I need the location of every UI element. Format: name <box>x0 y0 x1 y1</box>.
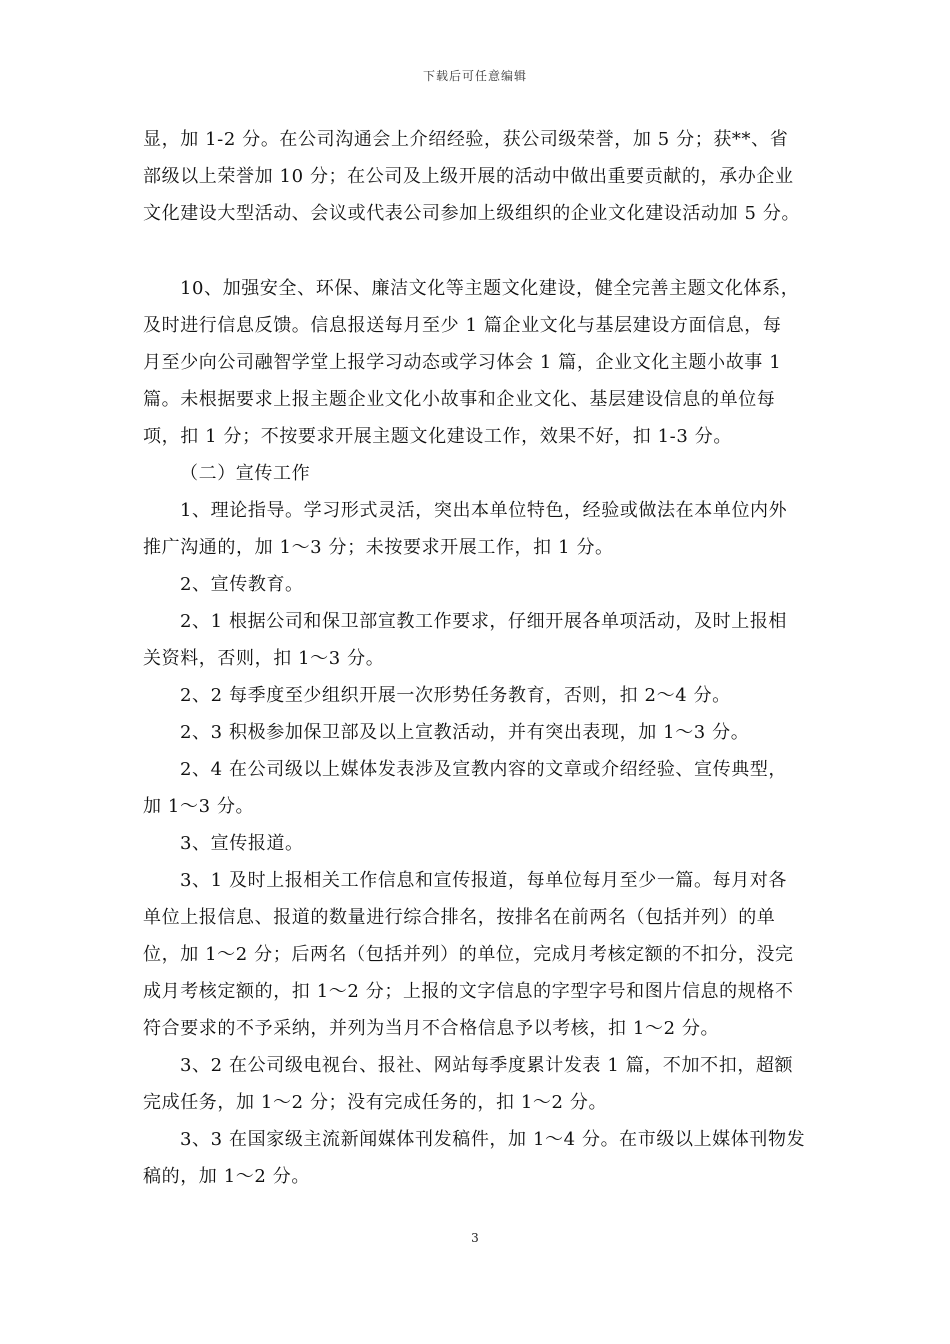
page-header: 下载后可任意编辑 <box>422 69 527 83</box>
page-number: 3 <box>471 1231 479 1245</box>
text-line: 项，扣 1 分；不按要求开展主题文化建设工作，效果不好，扣 1-3 分。 <box>143 426 732 447</box>
text-line: 完成任务，加 1～2 分；没有完成任务的，扣 1～2 分。 <box>143 1092 608 1113</box>
paragraph-2-heading: 2、宣传教育。 <box>180 574 304 595</box>
text-line: 文化建设大型活动、会议或代表公司参加上级组织的企业文化建设活动加 5 分。 <box>143 203 801 224</box>
paragraph-2-4-start: 2、4 在公司级以上媒体发表涉及宣教内容的文章或介绍经验、宣传典型， <box>180 759 788 780</box>
text-line: 稿的，加 1～2 分。 <box>143 1166 310 1187</box>
paragraph-3-3-start: 3、3 在国家级主流新闻媒体刊发稿件，加 1～4 分。在市级以上媒体刊物发 <box>180 1129 806 1150</box>
paragraph-1-start: 1、理论指导。学习形式灵活，突出本单位特色，经验或做法在本单位内外 <box>180 500 788 521</box>
paragraph-3-2-start: 3、2 在公司级电视台、报社、网站每季度累计发表 1 篇，不加不扣，超额 <box>180 1055 794 1076</box>
text-line: 单位上报信息、报道的数量进行综合排名，按排名在前两名（包括并列）的单 <box>143 907 776 928</box>
section-heading: （二）宣传工作 <box>180 463 311 484</box>
text-line: 位，加 1～2 分；后两名（包括并列）的单位，完成月考核定额的不扣分，没完 <box>143 944 794 965</box>
text-line: 篇。未根据要求上报主题企业文化小故事和企业文化、基层建设信息的单位每 <box>143 389 776 410</box>
text-line: 成月考核定额的，扣 1～2 分；上报的文字信息的字型字号和图片信息的规格不 <box>143 981 794 1002</box>
paragraph-2-1-start: 2、1 根据公司和保卫部宣教工作要求，仔细开展各单项活动，及时上报相 <box>180 611 788 632</box>
paragraph-2-3: 2、3 积极参加保卫部及以上宣教活动，并有突出表现，加 1～3 分。 <box>180 722 750 743</box>
text-line: 符合要求的不予采纳，并列为当月不合格信息予以考核，扣 1～2 分。 <box>143 1018 720 1039</box>
paragraph-10-start: 10、加强安全、环保、廉洁文化等主题文化建设，健全完善主题文化体系， <box>180 278 800 299</box>
text-line: 及时进行信息反馈。信息报送每月至少 1 篇企业文化与基层建设方面信息，每 <box>143 315 782 336</box>
text-line: 部级以上荣誉加 10 分；在公司及上级开展的活动中做出重要贡献的，承办企业 <box>143 166 794 187</box>
text-line: 显，加 1-2 分。在公司沟通会上介绍经验，获公司级荣誉，加 5 分；获**、省 <box>143 129 789 150</box>
paragraph-3-1-start: 3、1 及时上报相关工作信息和宣传报道，每单位每月至少一篇。每月对各 <box>180 870 788 891</box>
text-line: 关资料，否则，扣 1～3 分。 <box>143 648 385 669</box>
text-line: 推广沟通的，加 1～3 分；未按要求开展工作，扣 1 分。 <box>143 537 614 558</box>
paragraph-2-2: 2、2 每季度至少组织开展一次形势任务教育，否则，扣 2～4 分。 <box>180 685 731 706</box>
text-line: 加 1～3 分。 <box>143 796 255 817</box>
paragraph-3-heading: 3、宣传报道。 <box>180 833 304 854</box>
text-line: 月至少向公司融智学堂上报学习动态或学习体会 1 篇，企业文化主题小故事 1 <box>143 352 782 373</box>
